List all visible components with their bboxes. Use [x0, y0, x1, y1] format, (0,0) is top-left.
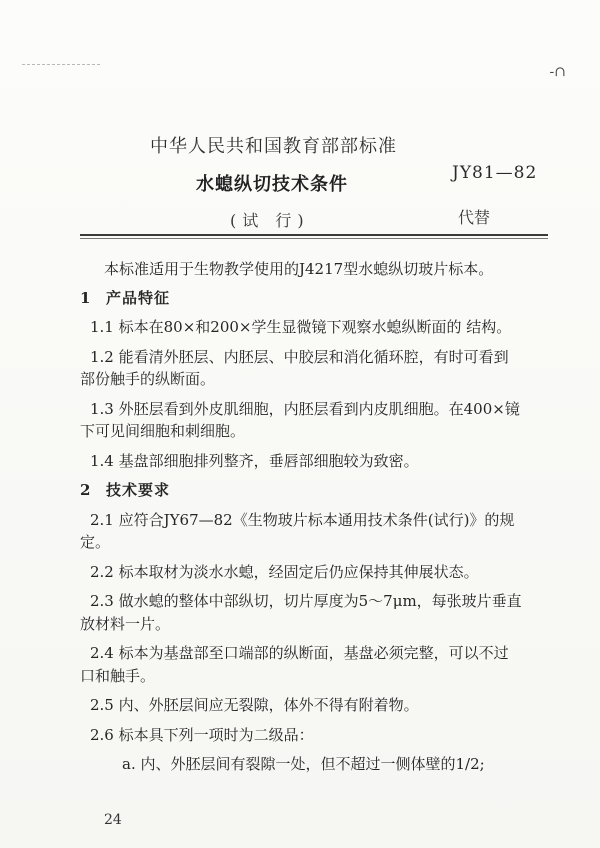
page-number: 24	[104, 812, 122, 828]
clause	[90, 724, 558, 747]
clause-line: 1.1 标本在80×和200×学生显微镜下观察水螅纵断面的 结构。	[90, 318, 512, 336]
clause	[80, 346, 558, 391]
issuing-authority: 中华人民共和国教育部部标准	[150, 136, 397, 157]
clause-line: 2.3 做水螅的整体中部纵切，切片厚度为5～7μm，每张玻片垂直	[90, 592, 522, 610]
document-title: 水螅纵切技术条件	[196, 174, 348, 195]
section-heading	[80, 287, 558, 310]
standard-code: JY81—82	[452, 163, 538, 183]
header-divider	[80, 234, 548, 236]
clause-line: 2.1 应符合JY67—82《生物玻片标本通用技术条件(试行)》的规	[90, 510, 515, 529]
clause-line: 2.5 内、外胚层间应无裂隙，体外不得有附着物。	[90, 696, 419, 714]
clause-line-continued: 部份触手的纵断面。	[80, 370, 216, 388]
clause-line: 1.3 外胚层看到外皮肌细胞，内胚层看到内皮肌细胞。在400×镜	[90, 399, 520, 418]
section-title: 技术要求	[106, 481, 171, 499]
section-number: 2	[80, 481, 92, 499]
corner-mark: -∩	[549, 64, 566, 80]
clause-line-continued: 口和触手。	[80, 666, 156, 685]
clause	[80, 590, 558, 635]
header-divider-thin	[80, 238, 548, 239]
section-number: 1	[80, 288, 92, 307]
clause-line-continued: 下可见间细胞和刺细胞。	[80, 422, 246, 440]
sub-clause: a. 内、外胚层间有裂隙一处，但不超过一侧体壁的1/2;	[122, 755, 485, 773]
clause	[90, 316, 558, 339]
intro-paragraph: 本标准适用于生物教学使用的J4217型水螅纵切玻片标本。	[104, 260, 494, 278]
clause	[90, 450, 558, 473]
clause	[90, 694, 558, 717]
trial-note: (试 行)	[230, 211, 310, 230]
clause	[80, 398, 558, 443]
clause	[90, 561, 558, 584]
clause-line-continued: 定。	[80, 533, 111, 551]
document-body	[80, 258, 558, 780]
clause-line: 1.2 能看清外胚层、内胚层、中胶层和消化循环腔，有时可看到	[90, 347, 509, 366]
clause-line: 2.4 标本为基盘部至口端部的纵断面，基盘必须完整，可以不过	[90, 644, 509, 662]
replaces-label: 代替	[458, 208, 491, 227]
clause-line: 2.2 标本取材为淡水水螅，经固定后仍应保持其伸展状态。	[90, 562, 479, 581]
clause-line-continued: 放材料一片。	[80, 614, 171, 633]
clause-line: 1.4 基盘部细胞排列整齐，垂唇部细胞较为致密。	[90, 451, 419, 470]
section-heading	[80, 479, 558, 502]
clause-line: 2.6 标本具下列一项时为二级品：	[90, 725, 314, 744]
clause	[80, 642, 558, 687]
section-title: 产品特征	[106, 288, 171, 307]
scan-artifact-line	[22, 64, 100, 65]
clause	[80, 509, 558, 554]
